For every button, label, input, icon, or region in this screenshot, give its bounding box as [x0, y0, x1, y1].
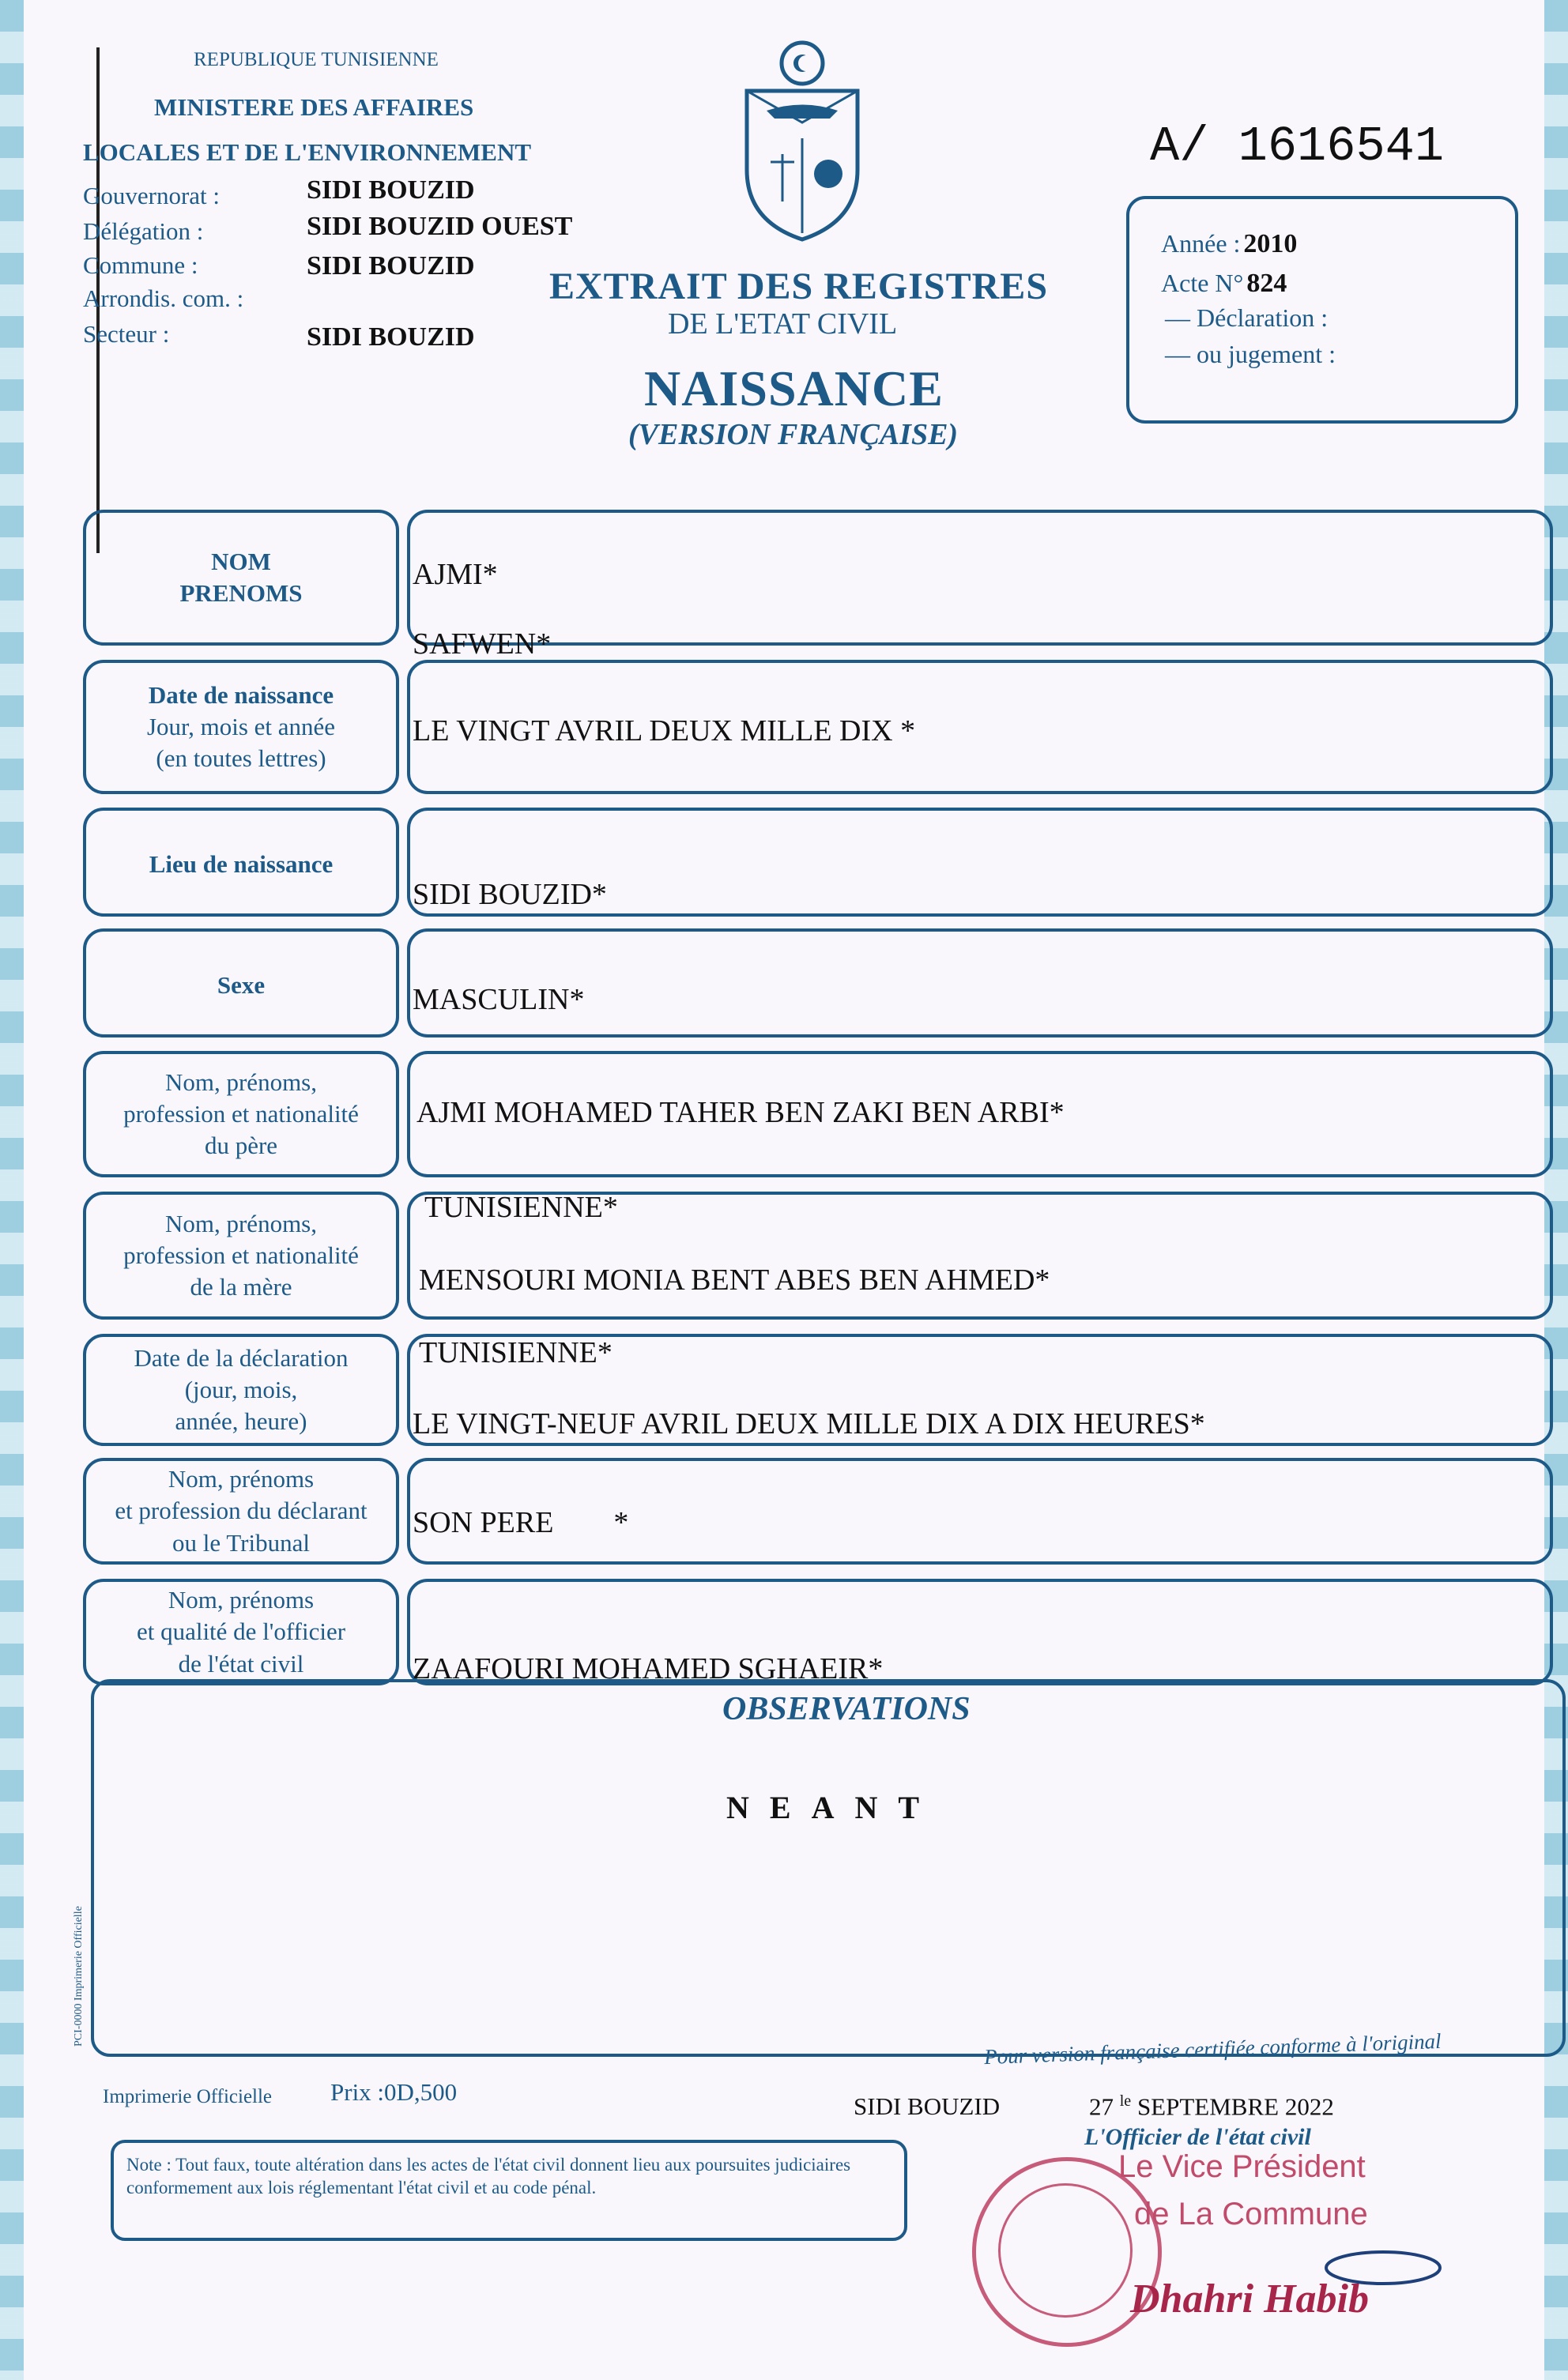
row-label-line: profession et nationalité [123, 1099, 359, 1128]
row-label-box [83, 660, 399, 794]
row-label-line: PRENOMS [179, 579, 303, 607]
row-pere [83, 1051, 1553, 1224]
row-label-line: Jour, mois et année [146, 712, 336, 740]
row-label-line: Lieu de naissance [149, 850, 334, 878]
year-value: 2010 [1243, 229, 1298, 258]
footer-date [1089, 2092, 1334, 2121]
row-label-line: du père [204, 1132, 278, 1160]
field-value-secteur: SIDI BOUZID [307, 322, 475, 352]
observations-value: NEANT [726, 1790, 940, 1825]
certification-text: Pour version française certifiée conforme à l'original [983, 2028, 1442, 2069]
row-label-line: Nom, prénoms, [164, 1209, 317, 1237]
value-declarant: SON PERE * [413, 1506, 629, 1539]
row-value-box [407, 1192, 1553, 1320]
value-lieu-naissance: SIDI BOUZID* [413, 878, 607, 911]
row-label-line: année, heure) [175, 1407, 307, 1436]
value-sexe: MASCULIN* [413, 983, 585, 1016]
ministry-line1: MINISTERE DES AFFAIRES [154, 93, 474, 121]
row-label-line: Nom, prénoms [168, 1465, 315, 1493]
footer-date-month-year: SEPTEMBRE 2022 [1136, 2092, 1334, 2121]
row-label-line: ou le Tribunal [172, 1528, 310, 1557]
side-print-text: PCI-0000 Imprimerie Officielle [73, 1906, 85, 2047]
row-label-box [83, 1334, 399, 1446]
field-value-gouvernorat: SIDI BOUZID [307, 175, 475, 205]
row-label-line: profession et nationalité [123, 1241, 359, 1269]
footer-date-day: 27 [1089, 2092, 1114, 2121]
row-label-line: de l'état civil [178, 1649, 304, 1678]
officer-title: L'Officier de l'état civil [1084, 2124, 1311, 2150]
row-label-line: Nom, prénoms [168, 1586, 315, 1614]
price-text: Prix :0D,500 [330, 2078, 458, 2106]
row-value-box [407, 510, 1553, 646]
row-label-line: de la mère [190, 1273, 292, 1301]
doc-title-naissance: NAISSANCE [644, 360, 944, 416]
row-label-box [83, 1458, 399, 1565]
observations-box [91, 1679, 1566, 2057]
row-label-box [83, 928, 399, 1037]
doc-title-version: (VERSION FRANÇAISE) [628, 418, 959, 451]
field-label-secteur: Secteur : [83, 320, 170, 348]
value-nom: AJMI* [413, 558, 498, 591]
field-value-delegation: SIDI BOUZID OUEST [307, 212, 573, 241]
row-label-line: Nom, prénoms, [164, 1068, 317, 1096]
value-mere-nationalite: TUNISIENNE* [419, 1336, 612, 1369]
row-label-line: Date de naissance [148, 680, 334, 709]
footer-place: SIDI BOUZID [854, 2092, 1001, 2120]
value-mere: MENSOURI MONIA BENT ABES BEN AHMED* [419, 1263, 1050, 1297]
row-label-line: NOM [211, 547, 271, 575]
seal-inner-ring [998, 2183, 1133, 2318]
serial-number: A/ 1616541 [1150, 119, 1445, 175]
value-officier: ZAAFOURI MOHAMED SGHAEIR* [413, 1652, 884, 1685]
row-label-box [83, 1051, 399, 1177]
doc-title-line2: DE L'ETAT CIVIL [668, 307, 898, 341]
row-lieu-naissance [83, 808, 1553, 917]
ministry-line2: LOCALES ET DE L'ENVIRONNEMENT [83, 138, 532, 166]
coat-of-arms-icon [735, 36, 869, 245]
row-label-box [83, 510, 399, 646]
field-label-delegation: Délégation : [83, 217, 204, 245]
republic-text: REPUBLIQUE TUNISIENNE [194, 49, 439, 70]
row-nom-prenoms [83, 510, 1553, 661]
jugement-label: — ou jugement : [1165, 340, 1336, 368]
row-declarant [83, 1458, 1553, 1565]
value-pere-nationalite: TUNISIENNE* [424, 1191, 618, 1224]
field-value-commune: SIDI BOUZID [307, 251, 475, 281]
document-sheet [24, 0, 1544, 2380]
row-label-line: et qualité de l'officier [136, 1617, 346, 1646]
stamp-line1: Le Vice Président [1118, 2149, 1366, 2184]
observations-title: OBSERVATIONS [722, 1691, 971, 1727]
footer-date-sup: le [1119, 2092, 1132, 2110]
field-label-arrondissement: Arrondis. com. : [83, 284, 244, 312]
legal-note-box [111, 2140, 907, 2241]
value-pere: AJMI MOHAMED TAHER BEN ZAKI BEN ARBI* [416, 1096, 1065, 1129]
row-label-box [83, 1192, 399, 1320]
year-label: Année : [1161, 229, 1241, 258]
acte-label: Acte N° [1161, 269, 1244, 297]
acte-value: 824 [1246, 269, 1287, 298]
value-date-naissance: LE VINGT AVRIL DEUX MILLE DIX * [413, 714, 916, 748]
printer-text: Imprimerie Officielle [103, 2086, 273, 2107]
value-date-declaration: LE VINGT-NEUF AVRIL DEUX MILLE DIX A DIX HEURES* [413, 1407, 1205, 1440]
row-label-box [83, 808, 399, 917]
row-sexe [83, 928, 1553, 1037]
field-label-gouvernorat: Gouvernorat : [83, 182, 220, 209]
stamp-line2: de La Commune [1134, 2197, 1368, 2231]
row-label-line: Date de la déclaration [134, 1343, 349, 1372]
declaration-label: — Déclaration : [1165, 303, 1329, 332]
row-label-line: Sexe [217, 971, 266, 999]
row-label-box [83, 1579, 399, 1685]
row-officier [83, 1579, 1553, 1685]
signature-name: Dhahri Habib [1130, 2276, 1369, 2322]
row-label-line: et profession du déclarant [115, 1497, 368, 1525]
row-date-naissance [83, 660, 1553, 794]
doc-title-line1: EXTRAIT DES REGISTRES [549, 265, 1049, 307]
field-label-commune: Commune : [83, 251, 198, 279]
legal-note-text: Note : Tout faux, toute altération dans les actes de l'état civil donnent lieu aux poursuites judiciaires conformement aux lois réglementant l'état civil et au code pénal. [126, 2155, 851, 2197]
value-prenoms: SAFWEN* [413, 627, 552, 661]
row-label-line: (en toutes lettres) [156, 744, 326, 773]
row-date-declaration [83, 1334, 1553, 1446]
row-label-line: (jour, mois, [184, 1375, 298, 1403]
record-box [1126, 196, 1518, 424]
